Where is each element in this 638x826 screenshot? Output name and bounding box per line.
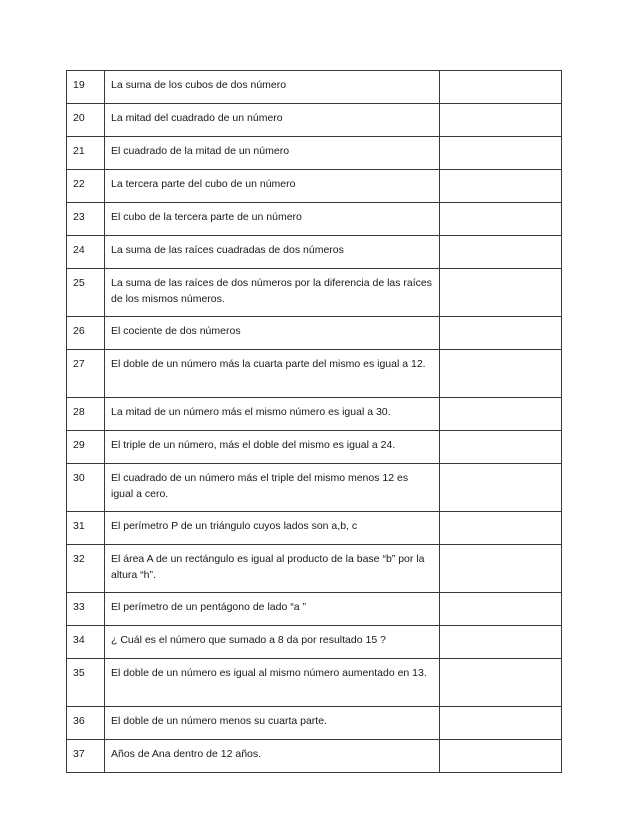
- row-number: 20: [67, 104, 105, 137]
- row-description: La suma de los cubos de dos número: [105, 71, 440, 104]
- exercise-table: [66, 70, 562, 773]
- row-description: El doble de un número más la cuarta parte del mismo es igual a 12.: [105, 350, 440, 398]
- row-description: El cubo de la tercera parte de un número: [105, 203, 440, 236]
- answer-cell: [440, 464, 562, 512]
- answer-cell: [440, 203, 562, 236]
- table-row: [67, 740, 562, 773]
- row-number: 34: [67, 626, 105, 659]
- row-description: El cociente de dos números: [105, 317, 440, 350]
- row-description: El doble de un número es igual al mismo número aumentado en 13.: [105, 659, 440, 707]
- answer-cell: [440, 659, 562, 707]
- table-row: [67, 545, 562, 593]
- table-row: [67, 659, 562, 707]
- row-number: 22: [67, 170, 105, 203]
- row-number: 35: [67, 659, 105, 707]
- table-row: [67, 512, 562, 545]
- table-row: [67, 203, 562, 236]
- table-row: [67, 317, 562, 350]
- answer-cell: [440, 398, 562, 431]
- row-number: 29: [67, 431, 105, 464]
- answer-cell: [440, 236, 562, 269]
- row-description: El perímetro de un pentágono de lado “a ”: [105, 593, 440, 626]
- row-description: La tercera parte del cubo de un número: [105, 170, 440, 203]
- table-row: [67, 707, 562, 740]
- row-number: 32: [67, 545, 105, 593]
- row-number: 31: [67, 512, 105, 545]
- table-row: [67, 236, 562, 269]
- answer-cell: [440, 593, 562, 626]
- row-number: 28: [67, 398, 105, 431]
- answer-cell: [440, 269, 562, 317]
- table-row: [67, 170, 562, 203]
- answer-cell: [440, 740, 562, 773]
- answer-cell: [440, 350, 562, 398]
- table-row: [67, 71, 562, 104]
- answer-cell: [440, 545, 562, 593]
- row-number: 36: [67, 707, 105, 740]
- answer-cell: [440, 626, 562, 659]
- row-description: El doble de un número menos su cuarta parte.: [105, 707, 440, 740]
- row-description: La suma de las raíces cuadradas de dos números: [105, 236, 440, 269]
- row-number: 23: [67, 203, 105, 236]
- row-description: El triple de un número, más el doble del mismo es igual a 24.: [105, 431, 440, 464]
- table-row: [67, 431, 562, 464]
- table-row: [67, 104, 562, 137]
- row-description: La mitad de un número más el mismo número es igual a 30.: [105, 398, 440, 431]
- answer-cell: [440, 431, 562, 464]
- answer-cell: [440, 71, 562, 104]
- row-number: 33: [67, 593, 105, 626]
- table-row: [67, 137, 562, 170]
- table-row: [67, 398, 562, 431]
- row-number: 27: [67, 350, 105, 398]
- row-number: 24: [67, 236, 105, 269]
- row-number: 37: [67, 740, 105, 773]
- row-description: La mitad del cuadrado de un número: [105, 104, 440, 137]
- row-number: 25: [67, 269, 105, 317]
- answer-cell: [440, 707, 562, 740]
- row-description: La suma de las raíces de dos números por la diferencia de las raíces de los mismos números.: [105, 269, 440, 317]
- table-row: [67, 350, 562, 398]
- row-number: 19: [67, 71, 105, 104]
- answer-cell: [440, 137, 562, 170]
- row-number: 30: [67, 464, 105, 512]
- row-description: El cuadrado de un número más el triple del mismo menos 12 es igual a cero.: [105, 464, 440, 512]
- answer-cell: [440, 104, 562, 137]
- table-row: [67, 464, 562, 512]
- row-description: Años de Ana dentro de 12 años.: [105, 740, 440, 773]
- table-row: [67, 269, 562, 317]
- table-row: [67, 626, 562, 659]
- row-description: El cuadrado de la mitad de un número: [105, 137, 440, 170]
- answer-cell: [440, 170, 562, 203]
- row-number: 21: [67, 137, 105, 170]
- answer-cell: [440, 317, 562, 350]
- row-description: ¿ Cuál es el número que sumado a 8 da por resultado 15 ?: [105, 626, 440, 659]
- table-row: [67, 593, 562, 626]
- row-description: El perímetro P de un triángulo cuyos lados son a,b, c: [105, 512, 440, 545]
- row-number: 26: [67, 317, 105, 350]
- answer-cell: [440, 512, 562, 545]
- exercise-table-body: [67, 71, 562, 773]
- row-description: El área A de un rectángulo es igual al producto de la base “b” por la altura “h”.: [105, 545, 440, 593]
